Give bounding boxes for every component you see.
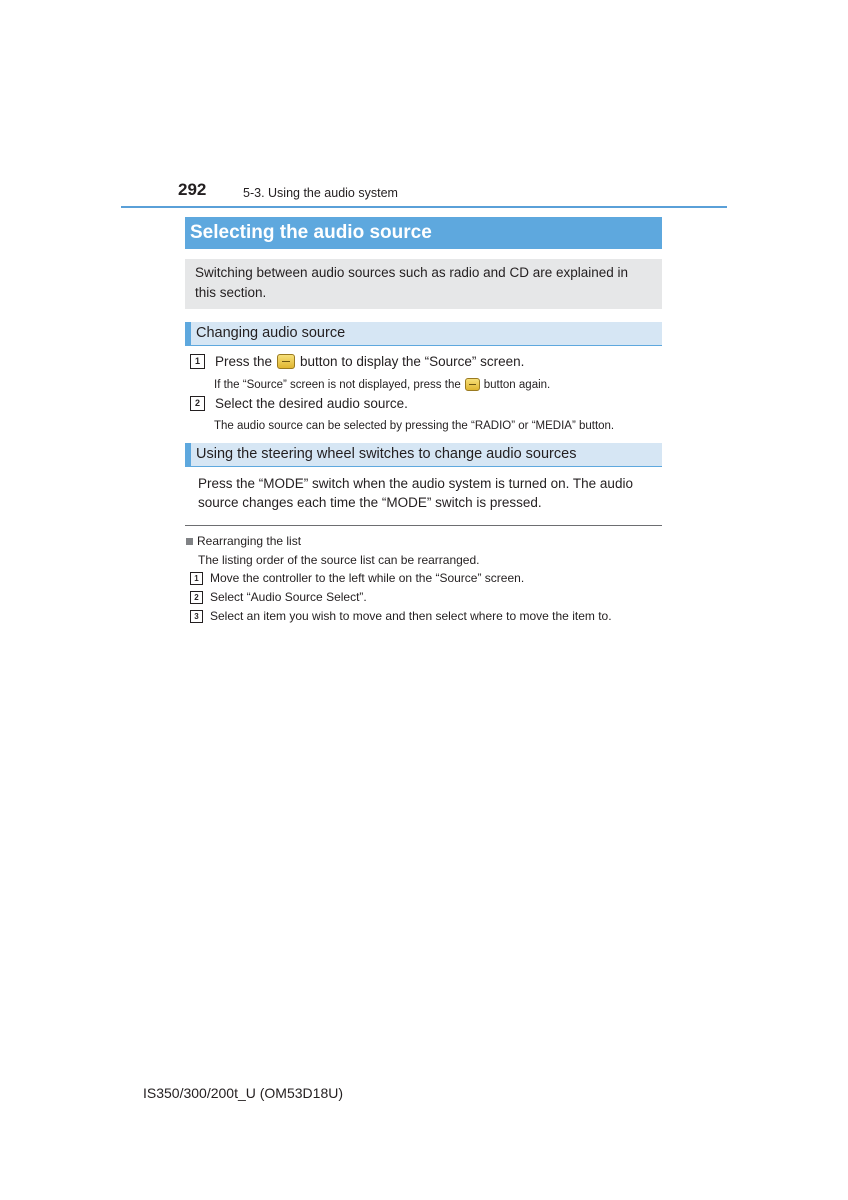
step-number-box: 2 (190, 396, 205, 411)
chapter-title: 5-3. Using the audio system (243, 186, 398, 200)
step-number-box: 1 (190, 572, 203, 585)
note-text: The audio source can be selected by pressing the “RADIO” or “MEDIA” button. (214, 420, 615, 432)
audio-button-icon (465, 378, 480, 391)
rearrange-step-3 (190, 609, 612, 623)
footer-model-code: IS350/300/200t_U (OM53D18U) (143, 1085, 343, 1101)
square-bullet-icon (186, 538, 193, 545)
rearrange-step-1 (190, 571, 524, 585)
step-number-box: 3 (190, 610, 203, 623)
audio-button-icon (277, 354, 295, 369)
divider (185, 525, 662, 526)
step-text: button to display the “Source” screen. (300, 354, 525, 369)
rearranging-heading (186, 534, 301, 548)
step-2 (190, 396, 408, 411)
section-heading-steering-switches: Using the steering wheel switches to change audio sources (185, 443, 662, 467)
step-1-note (214, 378, 550, 391)
rearranging-heading-text: Rearranging the list (197, 534, 302, 548)
step-number-box: 1 (190, 354, 205, 369)
step-number-box: 2 (190, 591, 203, 604)
step-2-note (214, 420, 614, 432)
rearranging-description: The listing order of the source list can be rearranged. (198, 553, 480, 567)
header-rule (121, 206, 727, 208)
step-text: Select “Audio Source Select”. (210, 590, 367, 604)
step-text: Move the controller to the left while on the “Source” screen. (210, 571, 525, 585)
rearrange-step-2 (190, 590, 367, 604)
note-text: If the “Source” screen is not displayed, press the (214, 378, 461, 391)
step-1 (190, 354, 524, 369)
steering-switch-text: Press the “MODE” switch when the audio system is turned on. The audio source changes each time the “MODE” switch is pressed. (198, 476, 633, 510)
note-text: button again. (483, 378, 551, 391)
section-heading-changing-audio-source: Changing audio source (185, 322, 662, 346)
step-text: Select the desired audio source. (215, 396, 408, 411)
step-text: Press the (215, 354, 273, 369)
intro-box: Switching between audio sources such as radio and CD are explained in this section. (185, 259, 662, 309)
page-title: Selecting the audio source (185, 217, 662, 249)
page-number: 292 (178, 180, 207, 199)
step-text: Select an item you wish to move and then select where to move the item to. (210, 609, 612, 623)
